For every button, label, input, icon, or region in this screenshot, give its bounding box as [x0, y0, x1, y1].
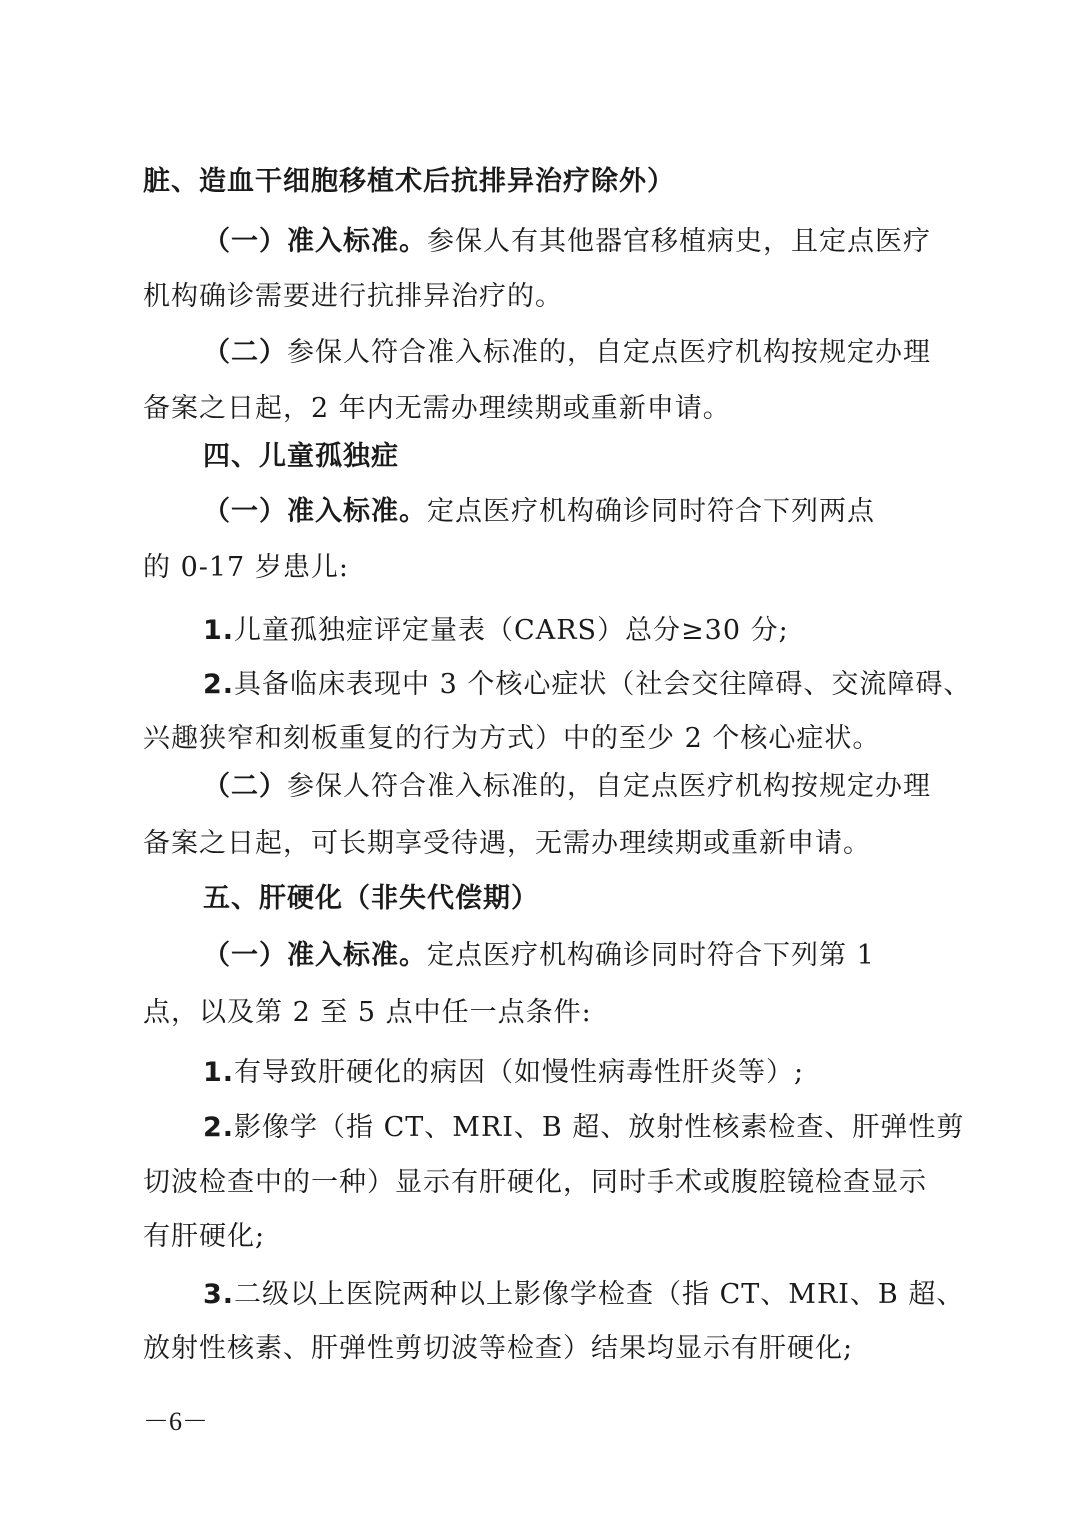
text-line	[203, 333, 931, 373]
body-text: 有导致肝硬化的病因（如慢性病毒性肝炎等）;	[234, 1057, 805, 1088]
body-text: 备案之日起，2 年内无需办理续期或重新申请。	[143, 393, 731, 424]
text-line	[143, 1163, 927, 1203]
text-line	[143, 824, 871, 864]
text-line	[203, 665, 971, 705]
text-line	[143, 1217, 265, 1257]
bold-label: （一）准入标准。	[203, 226, 427, 257]
text-line	[203, 437, 399, 477]
body-text: 具备临床表现中 3 个核心症状（社会交往障碍、交流障碍、	[234, 669, 972, 700]
text-line	[143, 993, 592, 1033]
text-line	[143, 277, 563, 317]
text-line	[143, 1329, 853, 1369]
body-text: 参保人符合准入标准的，自定点医疗机构按规定办理	[287, 337, 931, 368]
text-line	[143, 719, 880, 759]
text-line	[203, 222, 931, 262]
section-heading: 四、儿童孤独症	[203, 441, 399, 472]
text-line	[143, 389, 731, 429]
body-text: 影像学（指 CT、MRI、B 超、放射性核素检查、肝弹性剪	[234, 1112, 965, 1143]
text-line	[203, 936, 875, 976]
bold-label: 1.	[203, 615, 235, 646]
bold-label: （二）	[203, 771, 287, 802]
body-text: 定点医疗机构确诊同时符合下列第 1	[427, 940, 875, 971]
text-line	[203, 879, 539, 919]
text-line	[203, 1275, 964, 1315]
bold-label: （一）准入标准。	[203, 496, 427, 527]
body-text: 参保人有其他器官移植病史，且定点医疗	[427, 226, 931, 257]
body-text: 有肝硬化;	[143, 1221, 266, 1252]
body-text: 点，以及第 2 至 5 点中任一点条件:	[143, 997, 592, 1028]
text-line	[203, 611, 789, 651]
body-text: 的 0-17 岁患儿:	[143, 552, 349, 583]
text-line	[203, 767, 931, 807]
body-text: 兴趣狭窄和刻板重复的行为方式）中的至少 2 个核心症状。	[143, 723, 881, 754]
section-heading: 五、肝硬化（非失代偿期）	[203, 883, 539, 914]
text-line	[203, 1053, 804, 1093]
text-line	[203, 492, 875, 532]
text-line	[203, 1108, 964, 1148]
bold-label: 1.	[203, 1057, 235, 1088]
body-text: 定点医疗机构确诊同时符合下列两点	[427, 496, 875, 527]
page-number: －6－	[143, 1407, 209, 1436]
bold-label: 2.	[203, 669, 235, 700]
text-line	[143, 162, 675, 202]
body-text: 二级以上医院两种以上影像学检查（指 CT、MRI、B 超、	[234, 1279, 965, 1310]
section-heading: 脏、造血干细胞移植术后抗排异治疗除外）	[143, 166, 675, 197]
bold-label: （一）准入标准。	[203, 940, 427, 971]
body-text: 参保人符合准入标准的，自定点医疗机构按规定办理	[287, 771, 931, 802]
body-text: 备案之日起，可长期享受待遇，无需办理续期或重新申请。	[143, 828, 871, 859]
bold-label: （二）	[203, 337, 287, 368]
bold-label: 3.	[203, 1279, 235, 1310]
body-text: 儿童孤独症评定量表（CARS）总分≥30 分;	[234, 615, 789, 646]
body-text: 切波检查中的一种）显示有肝硬化，同时手术或腹腔镜检查显示	[143, 1167, 927, 1198]
body-text: 放射性核素、肝弹性剪切波等检查）结果均显示有肝硬化;	[143, 1333, 854, 1364]
body-text: 机构确诊需要进行抗排异治疗的。	[143, 281, 563, 312]
bold-label: 2.	[203, 1112, 235, 1143]
text-line	[143, 548, 349, 588]
